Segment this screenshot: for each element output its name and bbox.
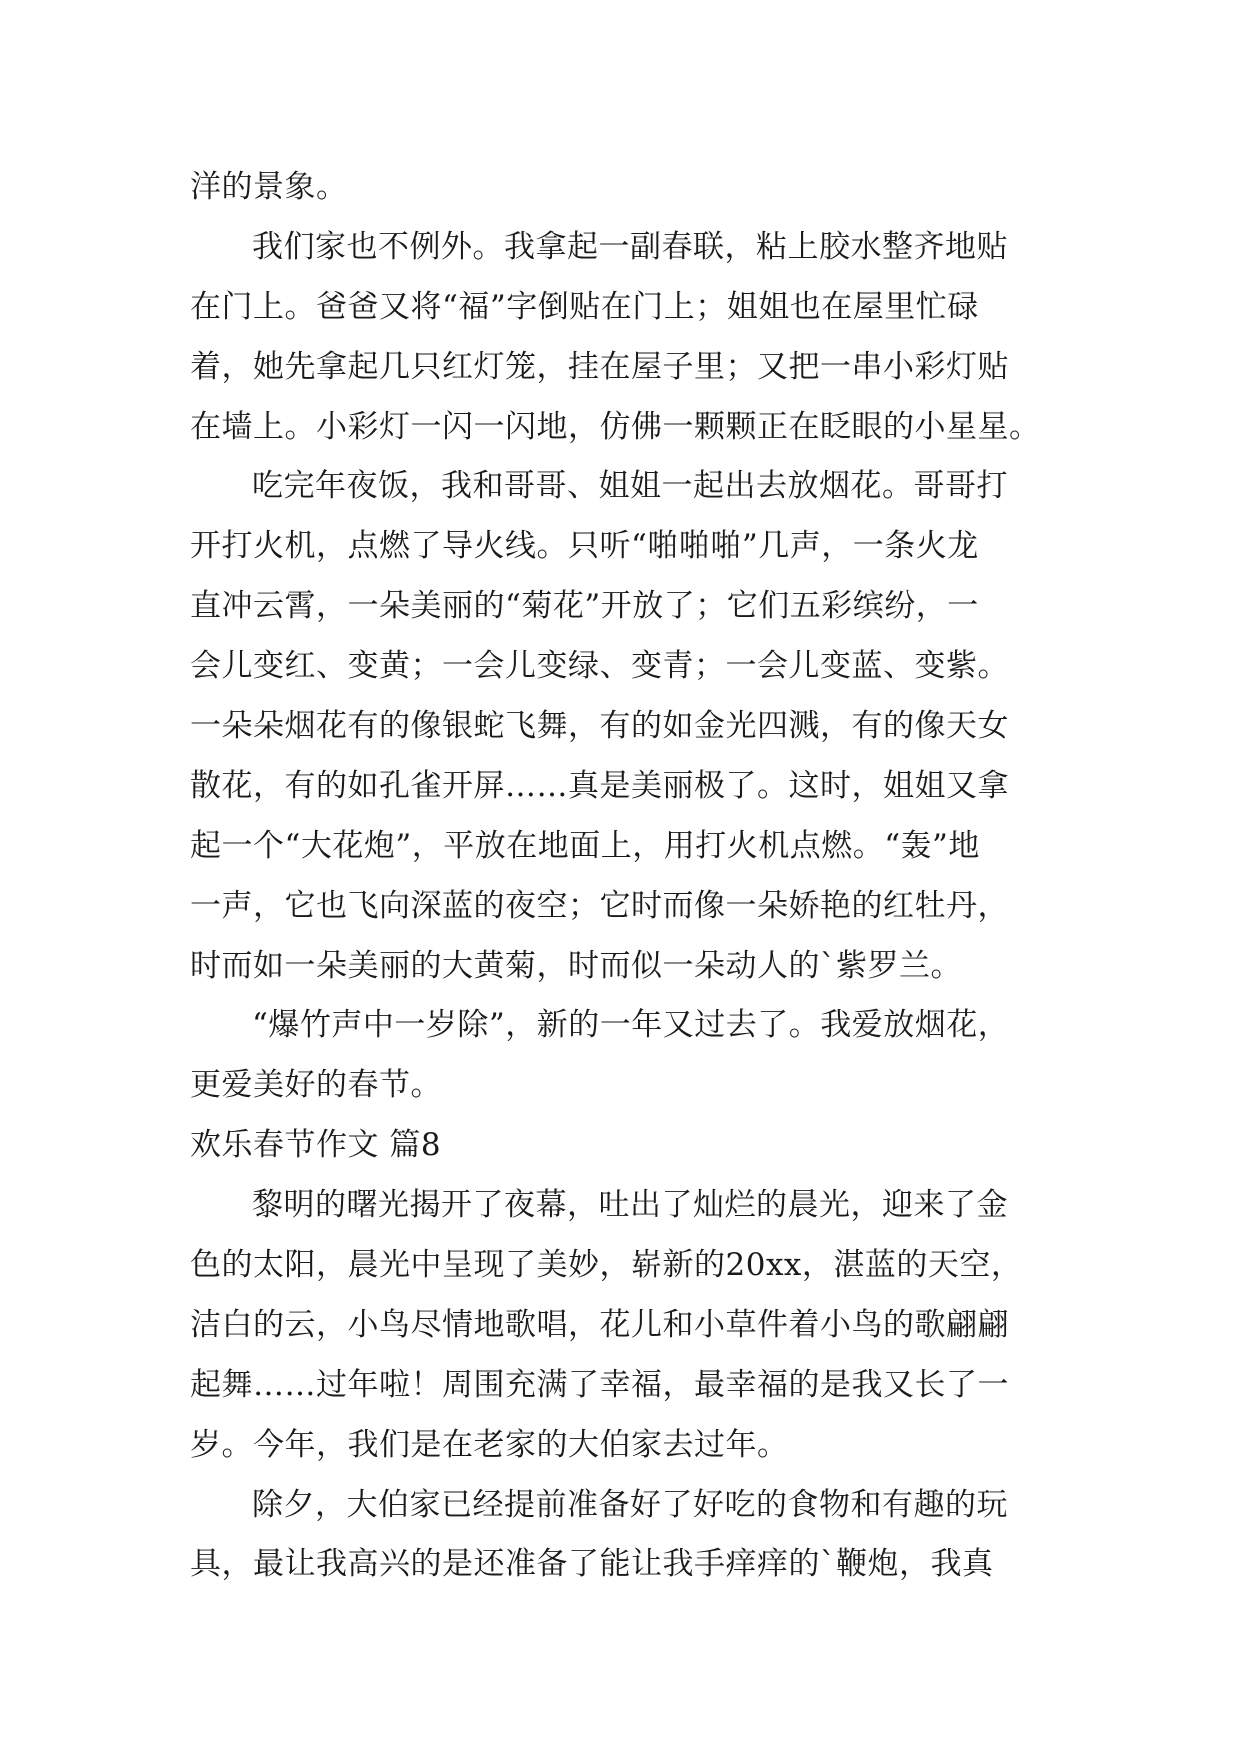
text-line: 在墙上。小彩灯一闪一闪地，仿佛一颗颗正在眨眼的小星星。 [190, 408, 1041, 445]
text-line: 着，她先拿起几只红灯笼，挂在屋子里；又把一串小彩灯贴 [190, 348, 1009, 385]
section-heading: 欢乐春节作文 篇8 [190, 1127, 442, 1164]
paragraph-start-line: 我们家也不例外。我拿起一副春联，粘上胶水整齐地贴 [252, 228, 1008, 265]
text-line: 岁。今年，我们是在老家的大伯家去过年。 [190, 1426, 789, 1463]
text-line: 会儿变红、变黄；一会儿变绿、变青；一会儿变蓝、变紫。 [190, 648, 1009, 685]
text-line: 更爱美好的春节。 [190, 1067, 442, 1104]
text-line: 散花，有的如孔雀开屏……真是美丽极了。这时，姐姐又拿 [190, 767, 1009, 804]
text-line: 一声，它也飞向深蓝的夜空；它时而像一朵娇艳的红牡丹， [190, 887, 1009, 924]
paragraph-start-line: 黎明的曙光揭开了夜幕，吐出了灿烂的晨光，迎来了金 [252, 1187, 1008, 1224]
text-line: 具，最让我高兴的是还准备了能让我手痒痒的`鞭炮，我真 [190, 1546, 994, 1583]
text-line: 在门上。爸爸又将“福”字倒贴在门上；姐姐也在屋里忙碌 [190, 288, 979, 325]
text-line: 直冲云霄，一朵美丽的“菊花”开放了；它们五彩缤纷，一 [190, 588, 979, 625]
text-line: 开打火机，点燃了导火线。只听“啪啪啪”几声，一条火龙 [190, 528, 979, 565]
text-line: 时而如一朵美丽的大黄菊，时而似一朵动人的`紫罗兰。 [190, 947, 962, 984]
text-line: 一朵朵烟花有的像银蛇飞舞，有的如金光四溅，有的像天女 [190, 708, 1009, 745]
article-body [190, 158, 1070, 1595]
text-line: 色的太阳，晨光中呈现了美妙，崭新的20xx，湛蓝的天空， [190, 1247, 1023, 1284]
text-line: 起舞……过年啦！周围充满了幸福，最幸福的是我又长了一 [190, 1366, 1009, 1403]
text-line: 洁白的云，小鸟尽情地歌唱，花儿和小草件着小鸟的歌翩翩 [190, 1306, 1009, 1343]
paragraph-start-line: 吃完年夜饭，我和哥哥、姐姐一起出去放烟花。哥哥打 [252, 468, 1008, 505]
paragraph-start-line: “爆竹声中一岁除”，新的一年又过去了。我爱放烟花， [252, 1007, 1010, 1044]
paragraph-start-line: 除夕，大伯家已经提前准备好了好吃的食物和有趣的玩 [252, 1486, 1008, 1523]
text-line: 洋的景象。 [190, 169, 348, 205]
text-line: 起一个“大花炮”，平放在地面上，用打火机点燃。“轰”地 [190, 827, 980, 864]
